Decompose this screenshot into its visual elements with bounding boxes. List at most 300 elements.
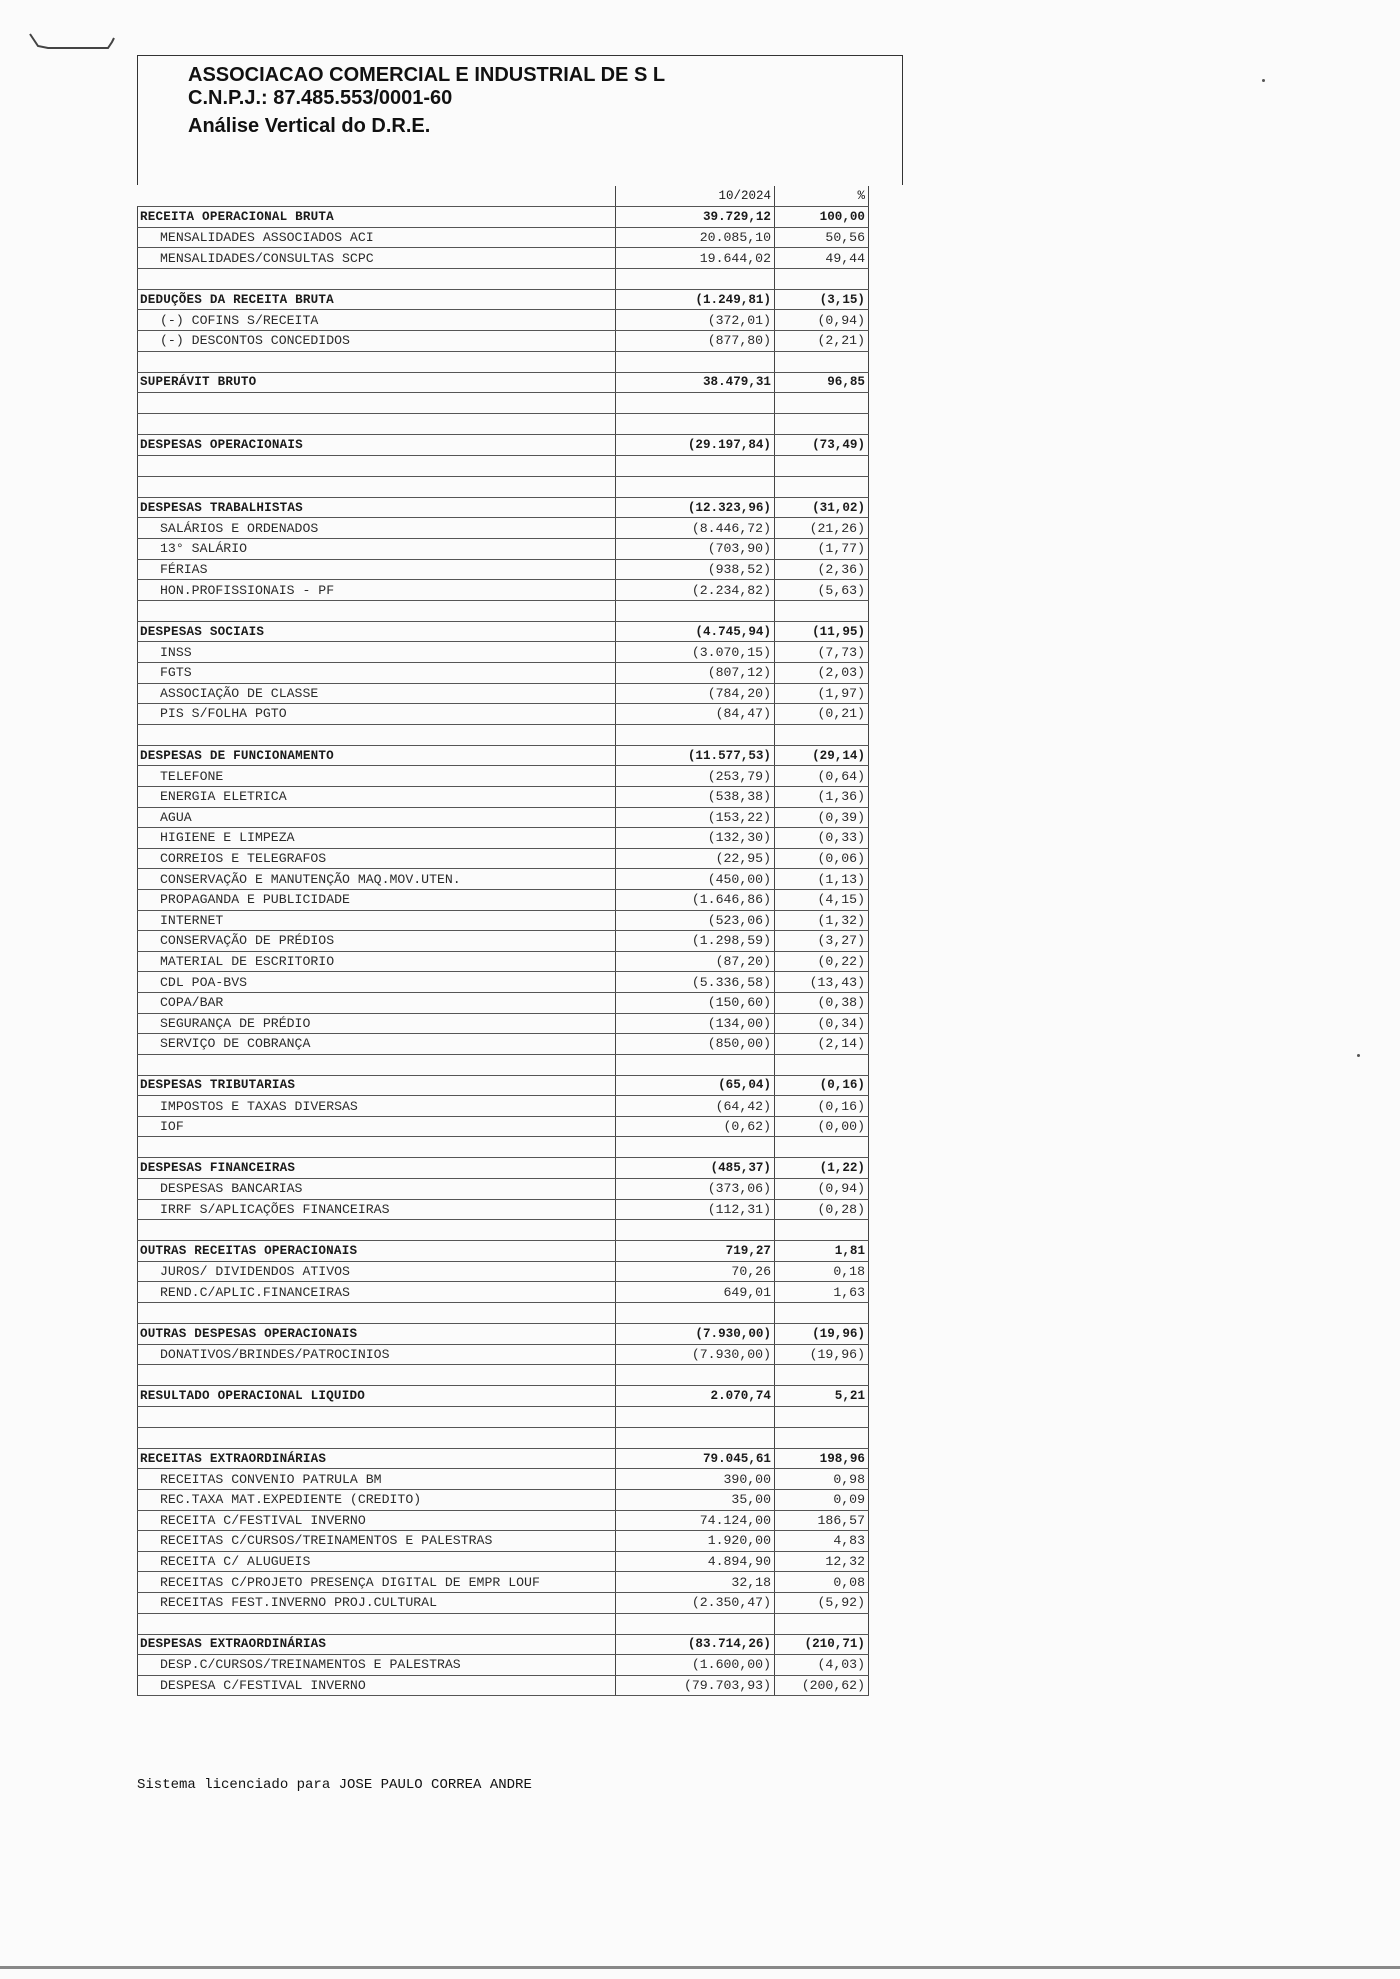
table-row bbox=[138, 683, 869, 704]
table-row bbox=[138, 1034, 869, 1055]
row-label: CONSERVAÇÃO E MANUTENÇÃO MAQ.MOV.UTEN. bbox=[138, 869, 616, 890]
row-value: (1.600,00) bbox=[616, 1655, 775, 1676]
section-row bbox=[138, 1386, 869, 1407]
section-row bbox=[138, 435, 869, 456]
row-percent: 100,00 bbox=[775, 207, 869, 228]
row-percent: (4,15) bbox=[775, 889, 869, 910]
scan-speck bbox=[1262, 79, 1265, 82]
row-percent: (0,34) bbox=[775, 1013, 869, 1034]
row-percent: 50,56 bbox=[775, 227, 869, 248]
row-percent: 4,83 bbox=[775, 1531, 869, 1552]
section-row bbox=[138, 497, 869, 518]
spacer-row bbox=[138, 1137, 869, 1158]
row-value: (22,95) bbox=[616, 848, 775, 869]
table-row bbox=[138, 663, 869, 684]
row-percent bbox=[775, 476, 869, 497]
row-percent bbox=[775, 1613, 869, 1634]
row-percent: (2,21) bbox=[775, 331, 869, 352]
row-label: AGUA bbox=[138, 807, 616, 828]
report-title: Análise Vertical do D.R.E. bbox=[188, 115, 431, 137]
table-row bbox=[138, 848, 869, 869]
row-value: (112,31) bbox=[616, 1199, 775, 1220]
row-percent: (21,26) bbox=[775, 518, 869, 539]
row-percent: (210,71) bbox=[775, 1634, 869, 1655]
company-cnpj: C.N.P.J.: 87.485.553/0001-60 bbox=[188, 87, 453, 109]
row-label: FGTS bbox=[138, 663, 616, 684]
table-row bbox=[138, 1096, 869, 1117]
table-row bbox=[138, 828, 869, 849]
row-value bbox=[616, 393, 775, 414]
row-percent bbox=[775, 1303, 869, 1324]
row-percent: (11,95) bbox=[775, 621, 869, 642]
table-row bbox=[138, 931, 869, 952]
row-percent: 1,81 bbox=[775, 1241, 869, 1262]
row-value: (11.577,53) bbox=[616, 745, 775, 766]
row-label: DESPESAS SOCIAIS bbox=[138, 621, 616, 642]
row-label: DESPESAS TRIBUTARIAS bbox=[138, 1075, 616, 1096]
table-row bbox=[138, 766, 869, 787]
row-value bbox=[616, 1054, 775, 1075]
row-percent: (13,43) bbox=[775, 972, 869, 993]
row-percent: (0,64) bbox=[775, 766, 869, 787]
row-percent: 5,21 bbox=[775, 1386, 869, 1407]
row-label: REND.C/APLIC.FINANCEIRAS bbox=[138, 1282, 616, 1303]
row-label: (-) COFINS S/RECEITA bbox=[138, 310, 616, 331]
row-percent bbox=[775, 1220, 869, 1241]
row-label: RECEITAS C/CURSOS/TREINAMENTOS E PALESTRAS bbox=[138, 1531, 616, 1552]
table-row bbox=[138, 704, 869, 725]
row-percent: 0,18 bbox=[775, 1261, 869, 1282]
row-value: 390,00 bbox=[616, 1469, 775, 1490]
row-percent: (1,77) bbox=[775, 539, 869, 560]
row-label: FÉRIAS bbox=[138, 559, 616, 580]
row-label: COPA/BAR bbox=[138, 992, 616, 1013]
row-value bbox=[616, 1427, 775, 1448]
row-percent bbox=[775, 414, 869, 435]
row-label: PIS S/FOLHA PGTO bbox=[138, 704, 616, 725]
table-row bbox=[138, 889, 869, 910]
row-label bbox=[138, 414, 616, 435]
scan-edge-line bbox=[0, 1966, 1400, 1969]
row-percent: (31,02) bbox=[775, 497, 869, 518]
spacer-row bbox=[138, 1054, 869, 1075]
row-label: CDL POA-BVS bbox=[138, 972, 616, 993]
table-row bbox=[138, 1469, 869, 1490]
row-percent: 0,98 bbox=[775, 1469, 869, 1490]
row-value: (538,38) bbox=[616, 786, 775, 807]
header-text bbox=[188, 64, 665, 138]
table-row bbox=[138, 972, 869, 993]
row-percent: (0,38) bbox=[775, 992, 869, 1013]
row-percent: (0,94) bbox=[775, 310, 869, 331]
row-percent: (19,96) bbox=[775, 1344, 869, 1365]
row-percent: (29,14) bbox=[775, 745, 869, 766]
row-percent bbox=[775, 351, 869, 372]
row-percent: (0,16) bbox=[775, 1075, 869, 1096]
spacer-row bbox=[138, 455, 869, 476]
row-value: 38.479,31 bbox=[616, 372, 775, 393]
row-label: MATERIAL DE ESCRITORIO bbox=[138, 951, 616, 972]
row-value: (372,01) bbox=[616, 310, 775, 331]
row-value: (253,79) bbox=[616, 766, 775, 787]
row-label bbox=[138, 351, 616, 372]
section-row bbox=[138, 1158, 869, 1179]
row-value: (2.350,47) bbox=[616, 1592, 775, 1613]
row-label bbox=[138, 600, 616, 621]
spacer-row bbox=[138, 476, 869, 497]
row-value: 74.124,00 bbox=[616, 1510, 775, 1531]
row-percent: (5,63) bbox=[775, 580, 869, 601]
table-row bbox=[138, 910, 869, 931]
row-percent: (0,22) bbox=[775, 951, 869, 972]
row-percent: (0,21) bbox=[775, 704, 869, 725]
row-percent bbox=[775, 1365, 869, 1386]
row-label bbox=[138, 1427, 616, 1448]
spacer-row bbox=[138, 1613, 869, 1634]
section-row bbox=[138, 621, 869, 642]
row-label: CONSERVAÇÃO DE PRÉDIOS bbox=[138, 931, 616, 952]
row-value: (938,52) bbox=[616, 559, 775, 580]
row-label bbox=[138, 724, 616, 745]
row-percent bbox=[775, 393, 869, 414]
license-footer: Sistema licenciado para JOSE PAULO CORREA ANDRE bbox=[137, 1777, 532, 1793]
table-row bbox=[138, 1551, 869, 1572]
row-value: (84,47) bbox=[616, 704, 775, 725]
row-value: (1.298,59) bbox=[616, 931, 775, 952]
row-value: (784,20) bbox=[616, 683, 775, 704]
row-label: RECEITA C/FESTIVAL INVERNO bbox=[138, 1510, 616, 1531]
table-header-row bbox=[138, 186, 869, 207]
row-label: JUROS/ DIVIDENDOS ATIVOS bbox=[138, 1261, 616, 1282]
row-label: SERVIÇO DE COBRANÇA bbox=[138, 1034, 616, 1055]
row-percent: 12,32 bbox=[775, 1551, 869, 1572]
row-value: (807,12) bbox=[616, 663, 775, 684]
table-row bbox=[138, 227, 869, 248]
scan-speck bbox=[1357, 1054, 1360, 1057]
spacer-row bbox=[138, 600, 869, 621]
row-value: 35,00 bbox=[616, 1490, 775, 1511]
section-row bbox=[138, 1324, 869, 1345]
row-label: DESPESAS FINANCEIRAS bbox=[138, 1158, 616, 1179]
row-percent: (0,16) bbox=[775, 1096, 869, 1117]
row-value: 1.920,00 bbox=[616, 1531, 775, 1552]
table-row bbox=[138, 1344, 869, 1365]
section-row bbox=[138, 1241, 869, 1262]
row-value: (65,04) bbox=[616, 1075, 775, 1096]
row-label bbox=[138, 476, 616, 497]
row-percent: (1,22) bbox=[775, 1158, 869, 1179]
section-row bbox=[138, 372, 869, 393]
row-value: 2.070,74 bbox=[616, 1386, 775, 1407]
table-row bbox=[138, 1572, 869, 1593]
row-value: (64,42) bbox=[616, 1096, 775, 1117]
table-row bbox=[138, 951, 869, 972]
row-percent: 1,63 bbox=[775, 1282, 869, 1303]
row-label: (-) DESCONTOS CONCEDIDOS bbox=[138, 331, 616, 352]
row-value bbox=[616, 1303, 775, 1324]
row-label: DESP.C/CURSOS/TREINAMENTOS E PALESTRAS bbox=[138, 1655, 616, 1676]
row-label: DONATIVOS/BRINDES/PATROCINIOS bbox=[138, 1344, 616, 1365]
report-header bbox=[137, 55, 903, 185]
dre-table bbox=[137, 186, 869, 1696]
row-label: HON.PROFISSIONAIS - PF bbox=[138, 580, 616, 601]
row-value: (83.714,26) bbox=[616, 1634, 775, 1655]
row-value: (29.197,84) bbox=[616, 435, 775, 456]
row-value bbox=[616, 351, 775, 372]
row-value: (1.249,81) bbox=[616, 289, 775, 310]
row-percent bbox=[775, 268, 869, 289]
row-percent: (7,73) bbox=[775, 642, 869, 663]
table-row bbox=[138, 539, 869, 560]
row-label: IRRF S/APLICAÇÕES FINANCEIRAS bbox=[138, 1199, 616, 1220]
row-percent bbox=[775, 600, 869, 621]
row-value: 79.045,61 bbox=[616, 1448, 775, 1469]
row-percent: 96,85 bbox=[775, 372, 869, 393]
row-percent: (0,28) bbox=[775, 1199, 869, 1220]
row-value: 70,26 bbox=[616, 1261, 775, 1282]
row-value bbox=[616, 600, 775, 621]
row-percent: 49,44 bbox=[775, 248, 869, 269]
table-row bbox=[138, 580, 869, 601]
row-value: (4.745,94) bbox=[616, 621, 775, 642]
row-value: 19.644,02 bbox=[616, 248, 775, 269]
row-percent: (19,96) bbox=[775, 1324, 869, 1345]
row-label: ASSOCIAÇÃO DE CLASSE bbox=[138, 683, 616, 704]
row-percent: (0,39) bbox=[775, 807, 869, 828]
row-label: INTERNET bbox=[138, 910, 616, 931]
spacer-row bbox=[138, 724, 869, 745]
table-row bbox=[138, 1179, 869, 1200]
section-row bbox=[138, 207, 869, 228]
row-percent: 0,08 bbox=[775, 1572, 869, 1593]
row-value: (8.446,72) bbox=[616, 518, 775, 539]
row-percent: (1,36) bbox=[775, 786, 869, 807]
row-label: DESPESAS OPERACIONAIS bbox=[138, 435, 616, 456]
row-value: 649,01 bbox=[616, 1282, 775, 1303]
row-label bbox=[138, 1303, 616, 1324]
table-row bbox=[138, 1510, 869, 1531]
row-value bbox=[616, 1137, 775, 1158]
table-row bbox=[138, 1282, 869, 1303]
row-label: RECEITAS CONVENIO PATRULA BM bbox=[138, 1469, 616, 1490]
spacer-row bbox=[138, 1427, 869, 1448]
row-label: OUTRAS DESPESAS OPERACIONAIS bbox=[138, 1324, 616, 1345]
spacer-row bbox=[138, 1406, 869, 1427]
row-value bbox=[616, 476, 775, 497]
row-label bbox=[138, 455, 616, 476]
row-percent bbox=[775, 724, 869, 745]
row-percent: 0,09 bbox=[775, 1490, 869, 1511]
table-row bbox=[138, 248, 869, 269]
row-label bbox=[138, 393, 616, 414]
row-label bbox=[138, 1613, 616, 1634]
row-label bbox=[138, 1220, 616, 1241]
row-label: DESPESA C/FESTIVAL INVERNO bbox=[138, 1675, 616, 1696]
row-percent: (200,62) bbox=[775, 1675, 869, 1696]
table-row bbox=[138, 1490, 869, 1511]
table-row bbox=[138, 1675, 869, 1696]
table-row bbox=[138, 786, 869, 807]
spacer-row bbox=[138, 268, 869, 289]
row-label: IOF bbox=[138, 1116, 616, 1137]
row-label: HIGIENE E LIMPEZA bbox=[138, 828, 616, 849]
row-value: (2.234,82) bbox=[616, 580, 775, 601]
row-value bbox=[616, 268, 775, 289]
table-row bbox=[138, 1531, 869, 1552]
section-row bbox=[138, 289, 869, 310]
row-percent: (1,97) bbox=[775, 683, 869, 704]
section-row bbox=[138, 745, 869, 766]
row-label: RECEITAS C/PROJETO PRESENÇA DIGITAL DE EMPR LOUF bbox=[138, 1572, 616, 1593]
row-value bbox=[616, 455, 775, 476]
row-label: DESPESAS TRABALHISTAS bbox=[138, 497, 616, 518]
row-value: (485,37) bbox=[616, 1158, 775, 1179]
row-label bbox=[138, 1406, 616, 1427]
row-percent: (73,49) bbox=[775, 435, 869, 456]
row-percent bbox=[775, 1427, 869, 1448]
row-percent: 198,96 bbox=[775, 1448, 869, 1469]
row-value bbox=[616, 1613, 775, 1634]
row-value: (134,00) bbox=[616, 1013, 775, 1034]
table-row bbox=[138, 992, 869, 1013]
table-row bbox=[138, 1116, 869, 1137]
spacer-row bbox=[138, 393, 869, 414]
table-row bbox=[138, 1261, 869, 1282]
row-percent: (5,92) bbox=[775, 1592, 869, 1613]
dre-table-body bbox=[138, 186, 869, 1696]
table-row bbox=[138, 1655, 869, 1676]
section-row bbox=[138, 1634, 869, 1655]
row-value: (0,62) bbox=[616, 1116, 775, 1137]
row-value: (3.070,15) bbox=[616, 642, 775, 663]
row-value: (450,00) bbox=[616, 869, 775, 890]
row-value bbox=[616, 1406, 775, 1427]
row-percent: 186,57 bbox=[775, 1510, 869, 1531]
table-row bbox=[138, 518, 869, 539]
row-label: DESPESAS BANCARIAS bbox=[138, 1179, 616, 1200]
period-header: 10/2024 bbox=[616, 186, 775, 207]
row-percent: (3,15) bbox=[775, 289, 869, 310]
row-value: (523,06) bbox=[616, 910, 775, 931]
row-label bbox=[138, 268, 616, 289]
table-row bbox=[138, 1199, 869, 1220]
row-percent: (3,27) bbox=[775, 931, 869, 952]
row-label: DEDUÇÕES DA RECEITA BRUTA bbox=[138, 289, 616, 310]
row-value: (7.930,00) bbox=[616, 1344, 775, 1365]
percent-header: % bbox=[775, 186, 869, 207]
row-label: OUTRAS RECEITAS OPERACIONAIS bbox=[138, 1241, 616, 1262]
row-label bbox=[138, 1365, 616, 1386]
row-value: 39.729,12 bbox=[616, 207, 775, 228]
row-percent: (0,00) bbox=[775, 1116, 869, 1137]
row-percent: (2,36) bbox=[775, 559, 869, 580]
row-value: (703,90) bbox=[616, 539, 775, 560]
row-value: (153,22) bbox=[616, 807, 775, 828]
row-value: 719,27 bbox=[616, 1241, 775, 1262]
row-percent: (1,32) bbox=[775, 910, 869, 931]
row-percent bbox=[775, 1137, 869, 1158]
spacer-row bbox=[138, 1303, 869, 1324]
row-label: SEGURANÇA DE PRÉDIO bbox=[138, 1013, 616, 1034]
spacer-row bbox=[138, 414, 869, 435]
row-value: (79.703,93) bbox=[616, 1675, 775, 1696]
company-name: ASSOCIACAO COMERCIAL E INDUSTRIAL DE S L bbox=[188, 64, 666, 86]
row-value: (1.646,86) bbox=[616, 889, 775, 910]
row-label: RECEITAS EXTRAORDINÁRIAS bbox=[138, 1448, 616, 1469]
row-percent: (2,03) bbox=[775, 663, 869, 684]
row-value: (7.930,00) bbox=[616, 1324, 775, 1345]
spacer-row bbox=[138, 1220, 869, 1241]
row-label: MENSALIDADES/CONSULTAS SCPC bbox=[138, 248, 616, 269]
row-value: 32,18 bbox=[616, 1572, 775, 1593]
row-value: (373,06) bbox=[616, 1179, 775, 1200]
row-percent: (0,33) bbox=[775, 828, 869, 849]
section-row bbox=[138, 1448, 869, 1469]
row-label: RESULTADO OPERACIONAL LIQUIDO bbox=[138, 1386, 616, 1407]
row-label: TELEFONE bbox=[138, 766, 616, 787]
row-percent: (0,06) bbox=[775, 848, 869, 869]
row-label: SUPERÁVIT BRUTO bbox=[138, 372, 616, 393]
header-label-cell bbox=[138, 186, 616, 207]
row-label: IMPOSTOS E TAXAS DIVERSAS bbox=[138, 1096, 616, 1117]
row-label: ENERGIA ELETRICA bbox=[138, 786, 616, 807]
table-row bbox=[138, 559, 869, 580]
table-row bbox=[138, 869, 869, 890]
section-row bbox=[138, 1075, 869, 1096]
table-row bbox=[138, 807, 869, 828]
table-row bbox=[138, 331, 869, 352]
row-value: (87,20) bbox=[616, 951, 775, 972]
row-label: MENSALIDADES ASSOCIADOS ACI bbox=[138, 227, 616, 248]
row-label: INSS bbox=[138, 642, 616, 663]
row-label: PROPAGANDA E PUBLICIDADE bbox=[138, 889, 616, 910]
row-label: CORREIOS E TELEGRAFOS bbox=[138, 848, 616, 869]
row-label bbox=[138, 1054, 616, 1075]
row-label: DESPESAS EXTRAORDINÁRIAS bbox=[138, 1634, 616, 1655]
row-value bbox=[616, 1365, 775, 1386]
row-label: DESPESAS DE FUNCIONAMENTO bbox=[138, 745, 616, 766]
row-label: 13° SALÁRIO bbox=[138, 539, 616, 560]
table-row bbox=[138, 642, 869, 663]
row-label: REC.TAXA MAT.EXPEDIENTE (CREDITO) bbox=[138, 1490, 616, 1511]
row-percent bbox=[775, 455, 869, 476]
row-value bbox=[616, 414, 775, 435]
row-percent: (1,13) bbox=[775, 869, 869, 890]
row-value: (132,30) bbox=[616, 828, 775, 849]
row-value: (877,80) bbox=[616, 331, 775, 352]
row-label: SALÁRIOS E ORDENADOS bbox=[138, 518, 616, 539]
row-value: (150,60) bbox=[616, 992, 775, 1013]
row-value bbox=[616, 724, 775, 745]
row-label bbox=[138, 1137, 616, 1158]
table-row bbox=[138, 310, 869, 331]
row-label: RECEITA C/ ALUGUEIS bbox=[138, 1551, 616, 1572]
row-percent: (4,03) bbox=[775, 1655, 869, 1676]
row-percent bbox=[775, 1406, 869, 1427]
table-row bbox=[138, 1592, 869, 1613]
staple-mark bbox=[28, 32, 118, 54]
row-percent bbox=[775, 1054, 869, 1075]
row-value: (850,00) bbox=[616, 1034, 775, 1055]
row-percent: (0,94) bbox=[775, 1179, 869, 1200]
spacer-row bbox=[138, 1365, 869, 1386]
row-label: RECEITA OPERACIONAL BRUTA bbox=[138, 207, 616, 228]
row-percent: (2,14) bbox=[775, 1034, 869, 1055]
row-value: (12.323,96) bbox=[616, 497, 775, 518]
row-label: RECEITAS FEST.INVERNO PROJ.CULTURAL bbox=[138, 1592, 616, 1613]
table-row bbox=[138, 1013, 869, 1034]
row-value: 4.894,90 bbox=[616, 1551, 775, 1572]
